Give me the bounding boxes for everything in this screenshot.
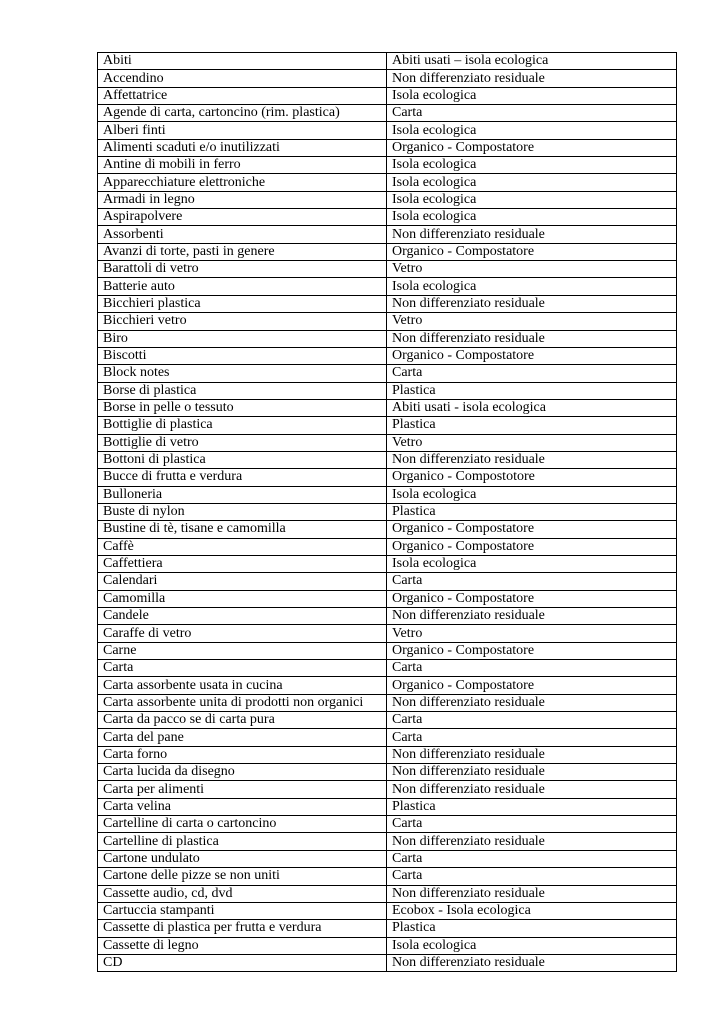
disposal-bin-cell: Isola ecologica [387, 555, 677, 572]
waste-item-cell: Avanzi di torte, pasti in genere [98, 243, 387, 260]
disposal-bin-cell: Organico - Compostatore [387, 139, 677, 156]
disposal-bin-cell: Plastica [387, 503, 677, 520]
waste-item-cell: Carta assorbente usata in cucina [98, 677, 387, 694]
waste-item-cell: Caffettiera [98, 555, 387, 572]
disposal-bin-cell: Vetro [387, 434, 677, 451]
table-row [98, 486, 677, 503]
table-row [98, 677, 677, 694]
waste-item-cell: Candele [98, 608, 387, 625]
disposal-bin-cell: Abiti usati - isola ecologica [387, 399, 677, 416]
disposal-bin-cell: Vetro [387, 625, 677, 642]
waste-item-cell: Cartelline di carta o cartoncino [98, 816, 387, 833]
table-row [98, 746, 677, 763]
waste-item-cell: Cartuccia stampanti [98, 902, 387, 919]
disposal-bin-cell: Isola ecologica [387, 191, 677, 208]
waste-item-cell: Assorbenti [98, 226, 387, 243]
waste-item-cell: Buste di nylon [98, 503, 387, 520]
table-row [98, 798, 677, 815]
table-row [98, 417, 677, 434]
disposal-bin-cell: Non differenziato residuale [387, 885, 677, 902]
disposal-bin-cell: Isola ecologica [387, 157, 677, 174]
table-row [98, 53, 677, 70]
waste-item-cell: Bottoni di plastica [98, 451, 387, 468]
table-row [98, 347, 677, 364]
waste-item-cell: Carta lucida da disegno [98, 764, 387, 781]
table-row [98, 590, 677, 607]
table-row [98, 399, 677, 416]
waste-item-cell: CD [98, 954, 387, 971]
table-row [98, 469, 677, 486]
disposal-bin-cell: Carta [387, 868, 677, 885]
disposal-bin-cell: Non differenziato residuale [387, 954, 677, 971]
disposal-bin-cell: Vetro [387, 261, 677, 278]
table-row [98, 764, 677, 781]
table-row [98, 209, 677, 226]
disposal-bin-cell: Organico - Compostatore [387, 347, 677, 364]
disposal-bin-cell: Non differenziato residuale [387, 746, 677, 763]
disposal-bin-cell: Carta [387, 365, 677, 382]
table-body [98, 53, 677, 972]
waste-item-cell: Biro [98, 330, 387, 347]
waste-item-cell: Cartone delle pizze se non uniti [98, 868, 387, 885]
waste-item-cell: Abiti [98, 53, 387, 70]
disposal-bin-cell: Abiti usati – isola ecologica [387, 53, 677, 70]
waste-item-cell: Cartelline di plastica [98, 833, 387, 850]
waste-item-cell: Alberi finti [98, 122, 387, 139]
waste-item-cell: Alimenti scaduti e/o inutilizzati [98, 139, 387, 156]
disposal-bin-cell: Isola ecologica [387, 278, 677, 295]
waste-item-cell: Bicchieri vetro [98, 313, 387, 330]
waste-item-cell: Borse di plastica [98, 382, 387, 399]
table-row [98, 555, 677, 572]
waste-item-cell: Carne [98, 642, 387, 659]
table-row [98, 87, 677, 104]
table-row [98, 330, 677, 347]
disposal-bin-cell: Non differenziato residuale [387, 694, 677, 711]
disposal-bin-cell: Isola ecologica [387, 87, 677, 104]
disposal-bin-cell: Organico - Compostatore [387, 521, 677, 538]
waste-item-cell: Carta per alimenti [98, 781, 387, 798]
waste-item-cell: Carta del pane [98, 729, 387, 746]
table-row [98, 139, 677, 156]
disposal-bin-cell: Organico - Compostatore [387, 538, 677, 555]
waste-item-cell: Armadi in legno [98, 191, 387, 208]
table-row [98, 902, 677, 919]
waste-item-cell: Agende di carta, cartoncino (rim. plastica) [98, 105, 387, 122]
disposal-bin-cell: Vetro [387, 313, 677, 330]
disposal-bin-cell: Carta [387, 660, 677, 677]
waste-item-cell: Carta [98, 660, 387, 677]
table-row [98, 920, 677, 937]
disposal-bin-cell: Non differenziato residuale [387, 70, 677, 87]
disposal-bin-cell: Carta [387, 712, 677, 729]
disposal-bin-cell: Non differenziato residuale [387, 608, 677, 625]
waste-item-cell: Block notes [98, 365, 387, 382]
table-row [98, 174, 677, 191]
waste-item-cell: Bottiglie di vetro [98, 434, 387, 451]
waste-item-cell: Carta assorbente unita di prodotti non organici [98, 694, 387, 711]
waste-item-cell: Carta da pacco se di carta pura [98, 712, 387, 729]
disposal-bin-cell: Carta [387, 816, 677, 833]
waste-item-cell: Carta forno [98, 746, 387, 763]
disposal-bin-cell: Plastica [387, 798, 677, 815]
table-row [98, 816, 677, 833]
table-row [98, 625, 677, 642]
disposal-bin-cell: Plastica [387, 417, 677, 434]
disposal-bin-cell: Carta [387, 729, 677, 746]
table-row [98, 694, 677, 711]
table-row [98, 712, 677, 729]
waste-item-cell: Borse in pelle o tessuto [98, 399, 387, 416]
table-row [98, 833, 677, 850]
table-row [98, 538, 677, 555]
table-row [98, 503, 677, 520]
table-row [98, 850, 677, 867]
disposal-bin-cell: Isola ecologica [387, 209, 677, 226]
waste-sorting-table [97, 52, 677, 972]
disposal-bin-cell: Organico - Compostatore [387, 642, 677, 659]
waste-item-cell: Bottiglie di plastica [98, 417, 387, 434]
waste-item-cell: Camomilla [98, 590, 387, 607]
waste-item-cell: Caffè [98, 538, 387, 555]
waste-item-cell: Aspirapolvere [98, 209, 387, 226]
table-row [98, 313, 677, 330]
table-row [98, 885, 677, 902]
disposal-bin-cell: Isola ecologica [387, 486, 677, 503]
disposal-bin-cell: Non differenziato residuale [387, 833, 677, 850]
table-row [98, 642, 677, 659]
table-row [98, 521, 677, 538]
disposal-bin-cell: Plastica [387, 920, 677, 937]
waste-item-cell: Carta velina [98, 798, 387, 815]
waste-item-cell: Batterie auto [98, 278, 387, 295]
disposal-bin-cell: Non differenziato residuale [387, 330, 677, 347]
table-row [98, 278, 677, 295]
table-row [98, 122, 677, 139]
table-row [98, 937, 677, 954]
table-row [98, 729, 677, 746]
table-row [98, 382, 677, 399]
disposal-bin-cell: Non differenziato residuale [387, 764, 677, 781]
disposal-bin-cell: Isola ecologica [387, 174, 677, 191]
disposal-bin-cell: Organico - Compostotore [387, 469, 677, 486]
table-row [98, 261, 677, 278]
disposal-bin-cell: Carta [387, 573, 677, 590]
waste-item-cell: Bustine di tè, tisane e camomilla [98, 521, 387, 538]
waste-item-cell: Cassette di legno [98, 937, 387, 954]
table-row [98, 954, 677, 971]
waste-item-cell: Bicchieri plastica [98, 295, 387, 312]
disposal-bin-cell: Carta [387, 105, 677, 122]
waste-item-cell: Cassette audio, cd, dvd [98, 885, 387, 902]
table-row [98, 781, 677, 798]
disposal-bin-cell: Ecobox - Isola ecologica [387, 902, 677, 919]
table-row [98, 157, 677, 174]
waste-item-cell: Affettatrice [98, 87, 387, 104]
disposal-bin-cell: Plastica [387, 382, 677, 399]
waste-item-cell: Cartone undulato [98, 850, 387, 867]
table-row [98, 105, 677, 122]
disposal-bin-cell: Non differenziato residuale [387, 295, 677, 312]
disposal-bin-cell: Non differenziato residuale [387, 226, 677, 243]
disposal-bin-cell: Organico - Compostatore [387, 590, 677, 607]
waste-item-cell: Bucce di frutta e verdura [98, 469, 387, 486]
table-row [98, 365, 677, 382]
disposal-bin-cell: Carta [387, 850, 677, 867]
disposal-bin-cell: Isola ecologica [387, 937, 677, 954]
table-row [98, 191, 677, 208]
waste-item-cell: Caraffe di vetro [98, 625, 387, 642]
waste-item-cell: Cassette di plastica per frutta e verdura [98, 920, 387, 937]
table-row [98, 608, 677, 625]
waste-item-cell: Apparecchiature elettroniche [98, 174, 387, 191]
table-row [98, 573, 677, 590]
table-row [98, 434, 677, 451]
waste-item-cell: Calendari [98, 573, 387, 590]
table-row [98, 243, 677, 260]
table-row [98, 70, 677, 87]
waste-item-cell: Antine di mobili in ferro [98, 157, 387, 174]
waste-item-cell: Accendino [98, 70, 387, 87]
table-row [98, 451, 677, 468]
disposal-bin-cell: Non differenziato residuale [387, 781, 677, 798]
table-row [98, 226, 677, 243]
disposal-bin-cell: Isola ecologica [387, 122, 677, 139]
waste-item-cell: Biscotti [98, 347, 387, 364]
table-row [98, 868, 677, 885]
disposal-bin-cell: Organico - Compostatore [387, 677, 677, 694]
table-row [98, 295, 677, 312]
waste-item-cell: Barattoli di vetro [98, 261, 387, 278]
disposal-bin-cell: Non differenziato residuale [387, 451, 677, 468]
disposal-bin-cell: Organico - Compostatore [387, 243, 677, 260]
waste-item-cell: Bulloneria [98, 486, 387, 503]
table-row [98, 660, 677, 677]
